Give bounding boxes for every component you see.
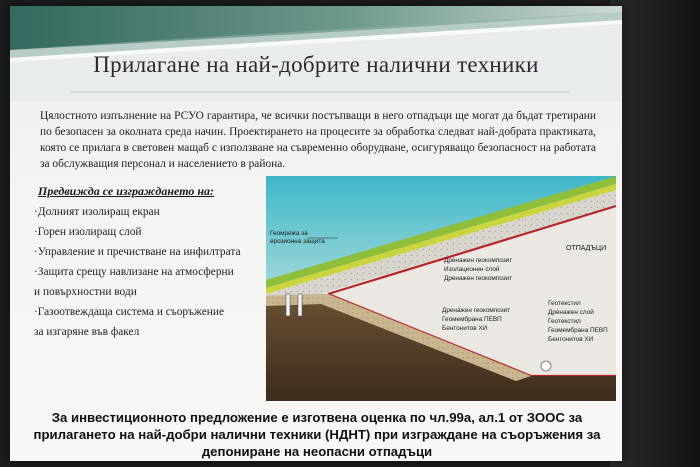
list-item: за изгаряне във факел: [34, 326, 140, 338]
slide-title: Прилагане на най-добрите налични техники: [93, 52, 539, 77]
label-lower-left-3: Бентонитов ХИ: [442, 325, 488, 332]
label-lower-right-2: Дренажен слой: [548, 309, 594, 316]
list-item: ·Газоотвеждаща система и съоръжение: [34, 306, 225, 318]
footer-statement: [32, 409, 602, 460]
label-lower-right-4: Геомембрана ПЕВП: [548, 327, 608, 334]
label-lower-left-1: Дренажен геокомпозит: [442, 307, 511, 314]
footer-line: За инвестиционното предложение е изготвена оценка по чл.99а, ал.1 от ЗООС за: [51, 410, 583, 425]
list-item: и повърхностни води: [34, 286, 137, 298]
presentation-slide: [10, 6, 622, 461]
label-waste: ОТПАДЪЦИ: [566, 245, 607, 252]
room-wall: [610, 0, 700, 467]
label-lower-right-5: Бентонитов ХИ: [548, 336, 594, 343]
label-lower-right-1: Геотекстил: [548, 300, 581, 307]
landfill-cross-section-diagram: [266, 176, 616, 401]
label-lower-right-3: Геотекстил: [548, 318, 581, 325]
intro-paragraph: Цялостното изпълнение на РСУО гарантира, че всички постъпващи в него отпадъци ще могат да бъдат третирани по безопасен за околната среда начин. Проектирането на процесите за обработка следват най-добрата практиката, която се прилага в световен мащаб с използване на съвременно оборудване, осигуряващо безопасност на работата за обслужващия персонал и населението в района.: [40, 110, 596, 170]
label-upper-1: Дренажен геокомпозит: [444, 257, 513, 264]
label-erosion-2: ерозионна защита: [270, 238, 325, 245]
list-item: ·Долният изолиращ екран: [34, 206, 160, 218]
list-item: ·Защита срещу навлизане на атмосферни: [34, 266, 234, 278]
measures-list: [34, 202, 266, 342]
label-lower-left-2: Геомембрана ПЕВП: [442, 316, 502, 323]
list-heading: Предвижда се изграждането на:: [38, 184, 215, 198]
label-upper-2: Изолационен слой: [444, 266, 500, 273]
list-item: ·Управление и пречистване на инфилтрата: [34, 246, 241, 258]
list-item: ·Горен изолиращ слой: [34, 226, 142, 238]
label-erosion-1: Геомрежа за: [270, 230, 308, 237]
footer-line: депониране на неопасни отпадъци: [201, 444, 433, 459]
footer-line: прилагането на най-добри налични техники (НДНТ) при изграждане на съоръжения за: [33, 427, 601, 442]
label-upper-3: Дренажен геокомпозит: [444, 275, 513, 282]
